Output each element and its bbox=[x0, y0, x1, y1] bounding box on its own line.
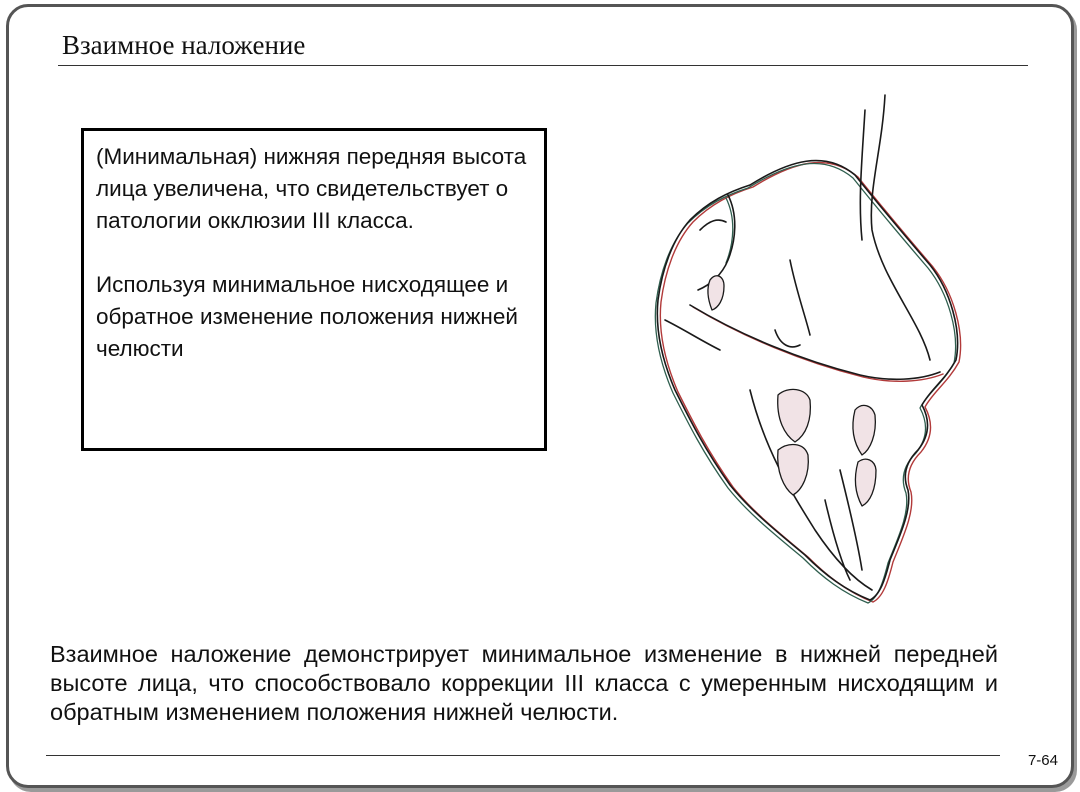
page-number: 7-64 bbox=[1027, 752, 1058, 769]
cephalometric-tracing-figure bbox=[600, 90, 1020, 610]
slide-caption: Взаимное наложение демонстрирует минимальное изменение в нижней передней высоте лица, что способствовало коррекции III класса с умеренным нисходящим и обратным изменением положения нижней челюсти. bbox=[50, 641, 998, 725]
tracing-secondary bbox=[660, 163, 960, 602]
tracing-primary bbox=[657, 95, 957, 600]
slide-title: Взаимное наложение bbox=[62, 30, 306, 60]
callout-paragraph-2: Используя минимальное нисходящее и обратное изменение положения нижней челюсти bbox=[96, 272, 518, 361]
teeth bbox=[708, 276, 876, 506]
callout-paragraph-1: (Минимальная) нижняя передняя высота лица увеличена, что свидетельствует о патологии окклюзии III класса. bbox=[96, 144, 527, 233]
title-divider bbox=[58, 65, 1028, 66]
callout-box bbox=[81, 128, 547, 451]
footer-divider bbox=[46, 755, 1000, 756]
